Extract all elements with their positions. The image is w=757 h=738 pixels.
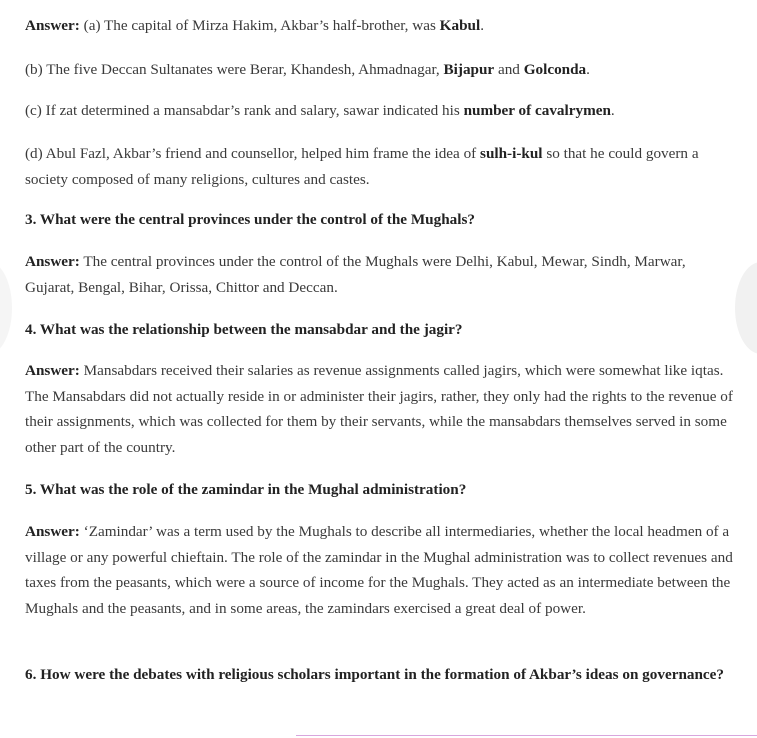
answer-b-mid: and: [494, 61, 524, 78]
answer-c-bold: number of cavalrymen: [463, 102, 611, 119]
answer-4: [25, 358, 737, 460]
answer-4-text: Mansabdars received their salaries as revenue assignments called jagirs, which were somewhat like iqtas. The Mansabdars did not actually reside in or administer their jagirs, rather, they only had the rights to the revenue of their assignments, which was collected for them by their servants, while the mansabdars themselves served in some other part of the country.: [25, 362, 733, 456]
answer-a-text: (a) The capital of Mirza Hakim, Akbar’s half-brother, was: [79, 17, 440, 34]
question-3: 3. What were the central provinces under the control of the Mughals?: [25, 211, 475, 228]
question-4: 4. What was the relationship between the mansabdar and the jagir?: [25, 321, 463, 338]
answer-b-bold-1: Bijapur: [443, 61, 495, 78]
answer-a-bold: Kabul: [439, 17, 481, 34]
answer-part-c: [25, 98, 737, 124]
answer-b-bold-2: Golconda: [523, 61, 587, 78]
answer-5: [25, 519, 737, 621]
scroll-edge-right: [735, 262, 757, 354]
scroll-edge-left: [0, 262, 12, 354]
answer-d-end: so that he could govern a society composed of many religions, cultures and castes.: [25, 145, 699, 188]
divider-line: [296, 735, 757, 736]
answer-label: Answer:: [25, 362, 80, 379]
answer-a-end: .: [480, 17, 484, 34]
answer-5-text: ‘Zamindar’ was a term used by the Mughals to describe all intermediaries, whether the local headmen of a village or any powerful chieftain. The role of the zamindar in the Mughal administration was to collect revenues and taxes from the peasants, which were a source of income for the Mughals. They acted as an intermediate between the Mughals and the peasants, and in some areas, the zamindars exercised a great deal of power.: [25, 523, 733, 617]
answer-part-a: [25, 13, 737, 39]
answer-b-text: (b) The five Deccan Sultanates were Berar, Khandesh, Ahmadnagar,: [25, 61, 444, 78]
answer-part-b: [25, 57, 737, 83]
answer-label: Answer:: [25, 253, 80, 270]
question-6: 6. How were the debates with religious scholars important in the formation of Akbar’s ideas on governance?: [25, 666, 725, 683]
answer-label: Answer:: [25, 523, 80, 540]
answer-3-text: The central provinces under the control of the Mughals were Delhi, Kabul, Mewar, Sindh, Marwar, Gujarat, Bengal, Bihar, Orissa, Chittor and Deccan.: [25, 253, 686, 296]
question-5: 5. What was the role of the zamindar in the Mughal administration?: [25, 481, 467, 498]
answer-3: [25, 249, 737, 300]
answer-d-text: (d) Abul Fazl, Akbar’s friend and counsellor, helped him frame the idea of: [25, 145, 481, 162]
answer-d-bold: sulh-i-kul: [480, 145, 543, 162]
answer-label: Answer:: [25, 17, 80, 34]
answer-c-text: (c) If zat determined a mansabdar’s rank and salary, sawar indicated his: [25, 102, 464, 119]
answer-c-end: .: [610, 102, 615, 119]
answer-part-d: [25, 141, 737, 192]
answer-b-end: .: [586, 61, 590, 78]
